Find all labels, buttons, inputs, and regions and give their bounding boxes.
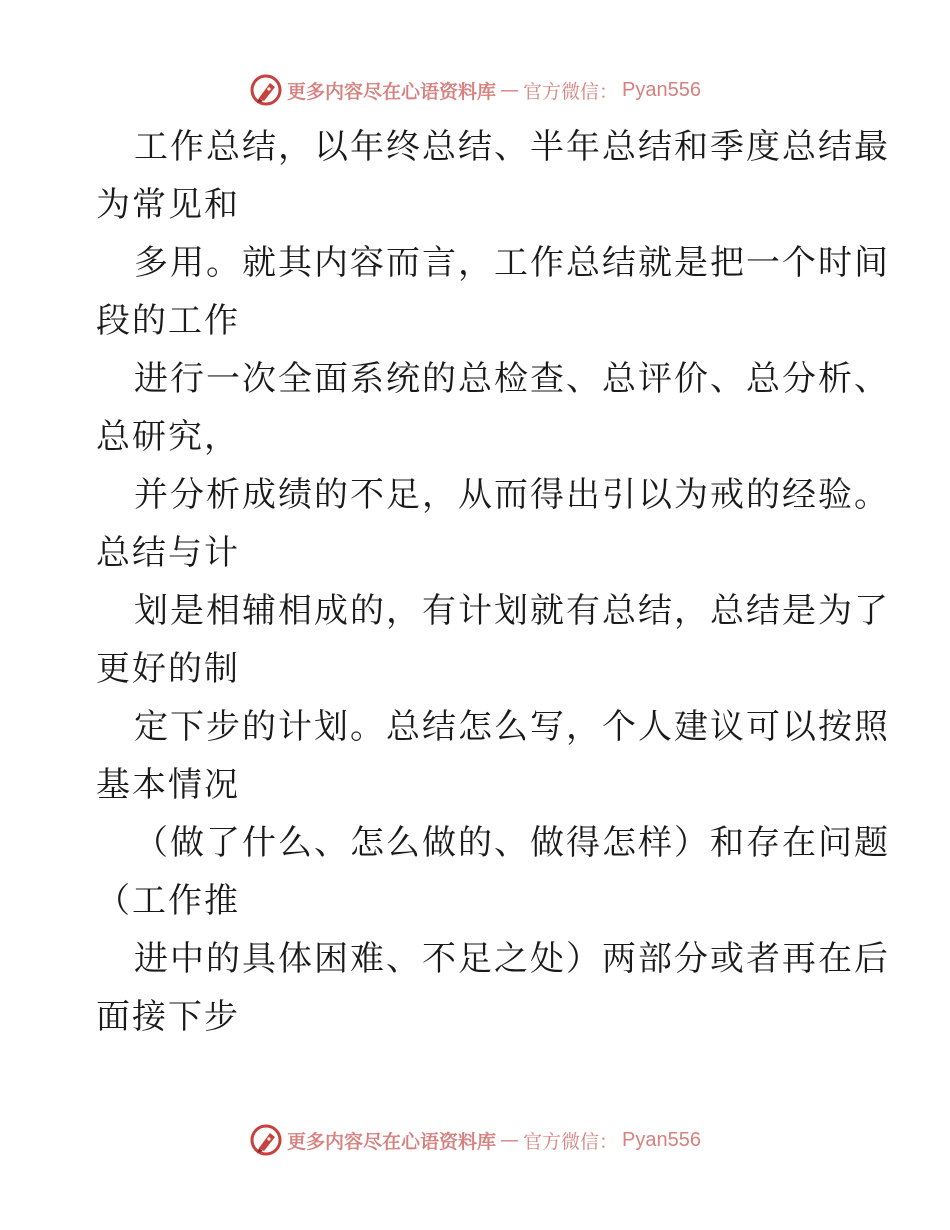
text-line: 为常见和 <box>96 185 240 225</box>
text-line: 段的工作 <box>96 301 240 341</box>
text-line: 总研究， <box>96 417 240 457</box>
footer-wechat-label: 官方微信： <box>523 1130 619 1153</box>
text-line: 基本情况 <box>96 765 240 805</box>
text-paragraph <box>96 930 890 1046</box>
header-banner-separator: — <box>500 79 520 101</box>
text-line: 工作总结，以年终总结、半年总结和季度总结最 <box>134 127 890 167</box>
text-line: 面接下步 <box>96 997 240 1037</box>
text-line: 定下步的计划。总结怎么写，个人建议可以按照 <box>134 707 890 747</box>
body-text <box>96 118 890 1046</box>
text-paragraph <box>96 350 890 466</box>
text-paragraph <box>96 582 890 698</box>
text-paragraph <box>96 234 890 350</box>
footer-wechat-id: Pyan556 <box>622 1128 701 1151</box>
header-banner-text: 更多内容尽在心语资料库 <box>287 80 497 103</box>
pen-nib-logo-icon <box>249 1123 283 1157</box>
text-line: 进行一次全面系统的总检查、总评价、总分析、 <box>134 359 890 399</box>
text-line: 划是相辅相成的，有计划就有总结，总结是为了 <box>134 591 890 631</box>
text-line: 更好的制 <box>96 649 240 689</box>
text-line: （工作推 <box>96 881 240 921</box>
text-paragraph <box>96 118 890 234</box>
footer-banner <box>0 1120 950 1160</box>
text-line: （做了什么、怎么做的、做得怎样）和存在问题 <box>134 823 890 863</box>
header-wechat-label: 官方微信： <box>523 80 619 103</box>
text-line: 并分析成绩的不足，从而得出引以为戒的经验。 <box>134 475 890 515</box>
header-banner <box>0 70 950 110</box>
footer-banner-separator: — <box>500 1129 520 1151</box>
text-line: 进中的具体困难、不足之处）两部分或者再在后 <box>134 939 890 979</box>
footer-banner-text: 更多内容尽在心语资料库 <box>287 1130 497 1153</box>
text-line: 多用。就其内容而言，工作总结就是把一个时间 <box>134 243 890 283</box>
text-paragraph <box>96 814 890 930</box>
pen-nib-logo-icon <box>249 73 283 107</box>
header-wechat-id: Pyan556 <box>622 78 701 101</box>
text-paragraph <box>96 466 890 582</box>
text-line: 总结与计 <box>96 533 240 573</box>
text-paragraph <box>96 698 890 814</box>
